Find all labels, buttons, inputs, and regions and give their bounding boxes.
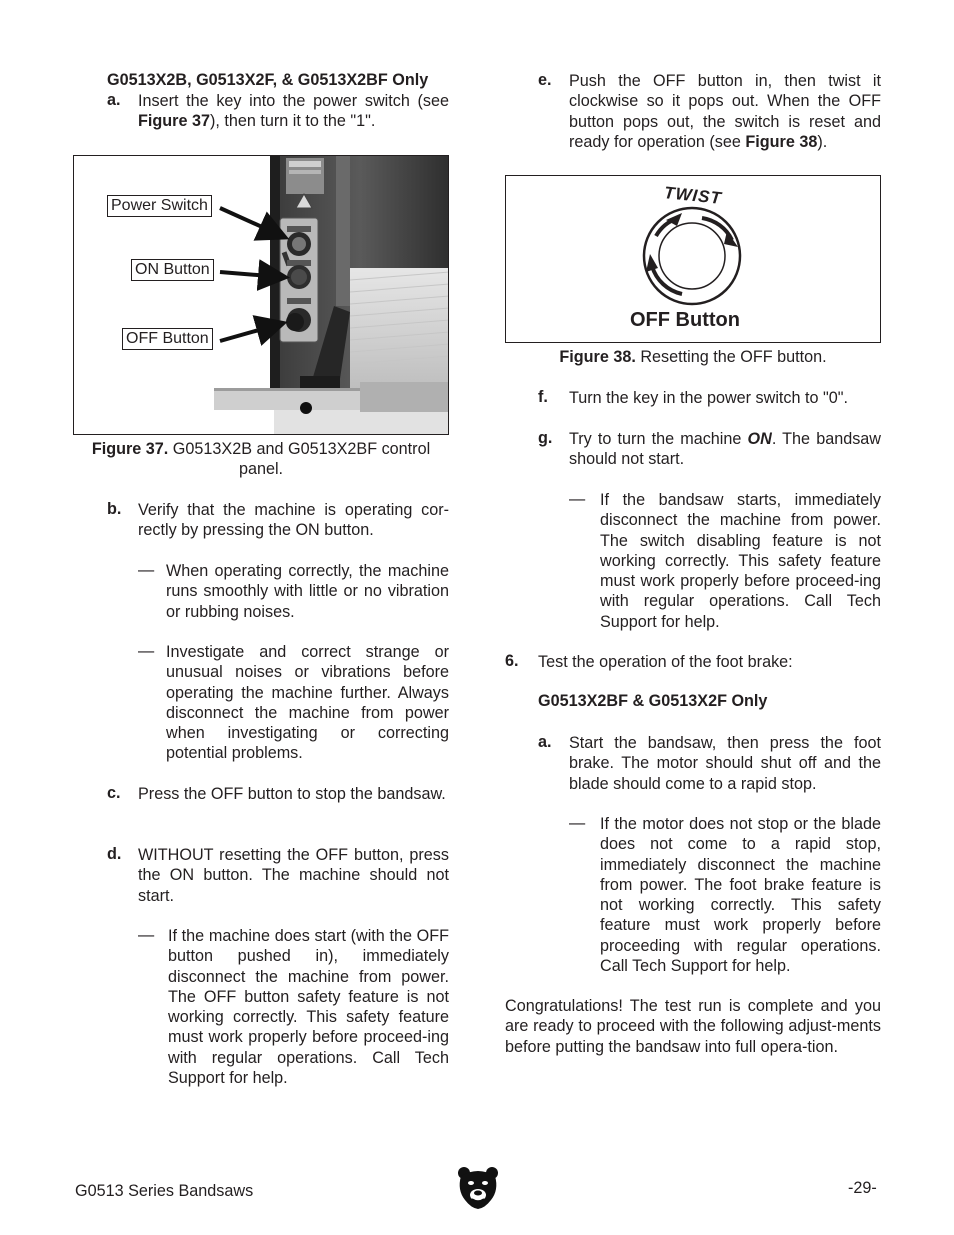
- callout-arrows: [74, 156, 449, 435]
- step-text: Insert the key into the power switch (see Figure 37), then turn it to the "1".: [138, 92, 449, 131]
- step-label: d.: [107, 845, 122, 863]
- step-label: g.: [538, 429, 553, 447]
- step-6a: [538, 733, 881, 794]
- off-button-label: OFF Button: [630, 309, 740, 331]
- grizzly-bear-logo-icon: [457, 1166, 499, 1210]
- step-text: Test the operation of the foot brake:: [538, 653, 793, 671]
- step-g-note-1: — If the bandsaw starts, immediately disconnect the machine from power. The switch disabling feature is not working correctly. This safety feature must work properly before proceed-ing with regular operations. Call Tech Support for help.: [569, 490, 881, 631]
- figure-38: [505, 175, 881, 343]
- step-e: [538, 71, 881, 152]
- step-6a-note-1: — If the motor does not stop or the blade does not come to a rapid stop, immediately disconnect the machine from power. The foot brake feature is not working correctly. This safety feature must work properly before proceeding with regular operations. Call Tech Support for help.: [569, 814, 881, 976]
- note-text: If the machine does start (with the OFF button pushed in), immediately disconnect the machine from power. The OFF button safety feature is not working correctly. This safety feature must work properly before proceed-ing with regular operations. Call Tech Support for help.: [168, 927, 449, 1088]
- subheading: G0513X2BF & G0513X2F Only: [538, 692, 768, 710]
- page-number: -29-: [848, 1179, 877, 1197]
- step-b-note-1: — When operating correctly, the machine runs smoothly with little or no vibration or rubbing noises.: [138, 561, 449, 621]
- section-heading: G0513X2B, G0513X2F, & G0513X2BF Only: [107, 71, 429, 89]
- step-text: Turn the key in the power switch to "0".: [569, 389, 849, 407]
- step-c: [107, 784, 449, 804]
- step-label: 6.: [505, 652, 519, 670]
- figure-37-caption: Figure 37. G0513X2B and G0513X2BF control panel.: [91, 440, 431, 479]
- figure-reference: Figure 37: [138, 112, 210, 131]
- footer-title: G0513 Series Bandsaws: [75, 1182, 254, 1200]
- step-b-note-2: — Investigate and correct strange or unusual noises or vibrations before operating the machine further. Always disconnect the machine from power when investigating or correcting potential problems.: [138, 642, 449, 763]
- step-b: [107, 500, 449, 541]
- step-label: c.: [107, 784, 121, 802]
- step-text: Push the OFF button in, then twist it clockwise so it pops out. When the OFF button pops out, the switch is reset and ready for operation (see Figure 38).: [569, 72, 881, 151]
- figure-38-caption: Figure 38. Resetting the OFF button.: [559, 348, 827, 366]
- step-text: Try to turn the machine ON. The bandsaw should not start.: [569, 430, 881, 469]
- off-button-callout: OFF Button: [122, 328, 213, 350]
- power-switch-callout: Power Switch: [107, 195, 212, 217]
- twist-label: TWIST: [663, 183, 723, 208]
- power-switch-arrow: [220, 208, 282, 236]
- note-text: Investigate and correct strange or unusual noises or vibrations before operating the machine further. Always disconnect the machine from power when investigating or correcting potential problems.: [166, 643, 449, 763]
- figure-reference: Figure 38: [745, 132, 818, 151]
- step-label: a.: [538, 733, 552, 751]
- step-f: [538, 388, 881, 408]
- note-text: When operating correctly, the machine runs smoothly with little or no vibration or rubbing noises.: [166, 562, 449, 621]
- step-text: Start the bandsaw, then press the foot brake. The motor should shut off and the blade should come to a rapid stop.: [569, 734, 881, 793]
- step-label: b.: [107, 500, 122, 518]
- step-text: Verify that the machine is operating cor-rectly by pressing the ON button.: [138, 501, 449, 540]
- note-text: If the bandsaw starts, immediately disconnect the machine from power. The switch disabling feature is not working correctly. This safety feature must work properly before proceed-ing with regular operations. Call Tech Support for help.: [600, 491, 881, 631]
- step-text: Press the OFF button to stop the bandsaw.: [138, 785, 446, 803]
- on-button-arrow: [220, 272, 282, 277]
- step-label: a.: [107, 91, 121, 109]
- figure-37: [73, 155, 449, 435]
- step-label: e.: [538, 71, 552, 89]
- step-d: [107, 845, 449, 906]
- off-button-arrow: [220, 324, 280, 341]
- step-6: [505, 652, 881, 672]
- step-d-note-1: — If the machine does start (with the OFF button pushed in), immediately disconnect the machine from power. The OFF button safety feature is not working correctly. This safety feature must work properly before proceed-ing with regular operations. Call Tech Support for help.: [138, 926, 449, 1088]
- on-button-callout: ON Button: [131, 259, 214, 281]
- step-g: [538, 429, 881, 470]
- step-label: f.: [538, 388, 548, 406]
- note-text: If the motor does not stop or the blade does not come to a rapid stop, immediately disconnect the machine from power. The foot brake feature is not working correctly. This safety feature must work properly before proceeding with regular operations. Call Tech Support for help.: [600, 815, 881, 976]
- step-a: [107, 91, 449, 132]
- step-text: WITHOUT resetting the OFF button, press the ON button. The machine should not start.: [138, 846, 449, 905]
- closing-paragraph: Congratulations! The test run is complete and you are ready to proceed with the following adjust-ments before putting the bandsaw into full opera-tion.: [505, 997, 881, 1056]
